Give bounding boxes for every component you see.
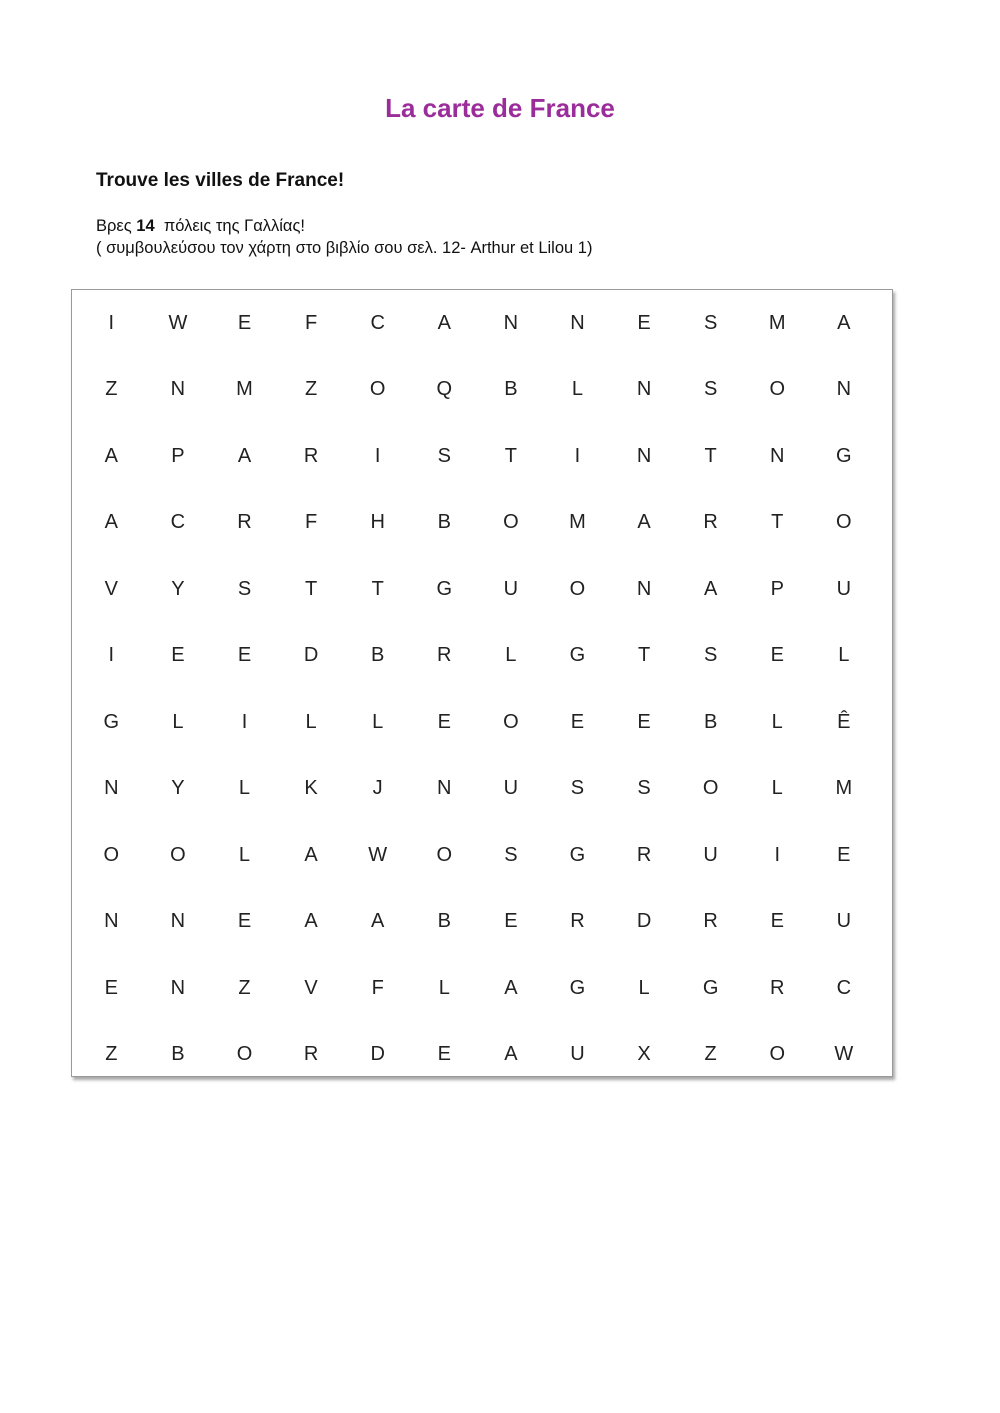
grid-letter[interactable]: L <box>172 710 184 733</box>
grid-letter[interactable]: L <box>838 644 850 667</box>
grid-letter[interactable]: Z <box>704 1043 717 1066</box>
grid-letter[interactable]: G <box>569 644 586 667</box>
instruction-text-after: πόλεις της Γαλλίας! <box>154 217 305 235</box>
grid-letter[interactable]: E <box>570 710 585 733</box>
grid-letter[interactable]: L <box>638 976 650 999</box>
grid-letter[interactable]: R <box>770 976 785 999</box>
page-title: La carte de France <box>385 93 615 123</box>
grid-letter[interactable]: A <box>703 577 718 600</box>
grid-letter[interactable]: E <box>437 1043 451 1066</box>
grid-letter[interactable]: D <box>303 644 319 667</box>
grid-letter[interactable]: L <box>438 976 450 999</box>
grid-letter[interactable]: R <box>237 511 252 534</box>
grid-letter[interactable]: I <box>108 311 115 334</box>
grid-letter[interactable]: N <box>570 311 585 334</box>
grid-letter[interactable]: I <box>241 710 248 733</box>
grid-letter[interactable]: P <box>770 577 784 600</box>
grid-letter[interactable]: Ê <box>837 710 851 733</box>
grid-letter[interactable]: F <box>371 976 384 999</box>
grid-letter[interactable]: N <box>170 976 186 999</box>
grid-letter[interactable]: R <box>303 1043 319 1066</box>
grid-letter[interactable]: N <box>636 577 652 600</box>
grid-letter[interactable]: V <box>304 976 318 999</box>
grid-letter[interactable]: A <box>837 311 851 334</box>
grid-letter[interactable]: T <box>704 444 717 467</box>
grid-letter[interactable]: A <box>104 511 118 534</box>
grid-letter[interactable]: Y <box>171 777 185 800</box>
grid-letter[interactable]: I <box>574 444 581 467</box>
grid-letter[interactable]: U <box>503 777 519 800</box>
grid-letter[interactable]: R <box>437 644 452 667</box>
grid-letter[interactable]: M <box>569 511 586 534</box>
grid-letter[interactable]: G <box>702 976 719 999</box>
grid-letter[interactable]: R <box>703 910 718 933</box>
grid-letter[interactable]: G <box>836 444 852 467</box>
grid-letter[interactable]: B <box>171 1043 185 1066</box>
instruction-text-before: Βρες <box>96 217 137 235</box>
grid-letter[interactable]: E <box>237 644 252 667</box>
grid-letter[interactable]: R <box>570 910 585 933</box>
grid-letter[interactable]: N <box>170 378 186 401</box>
grid-letter[interactable]: L <box>771 710 783 733</box>
grid-letter[interactable]: B <box>371 644 385 667</box>
grid-letter[interactable]: N <box>170 910 186 933</box>
grid-letter[interactable]: O <box>436 843 453 866</box>
grid-letter[interactable]: N <box>437 777 452 800</box>
grid-letter[interactable]: G <box>436 577 453 600</box>
grid-letter[interactable]: T <box>304 577 318 600</box>
grid-letter[interactable]: E <box>237 311 252 334</box>
grid-letter[interactable]: U <box>570 1043 585 1066</box>
grid-letter[interactable]: O <box>769 378 786 401</box>
grid-letter[interactable]: S <box>437 444 451 467</box>
grid-letter[interactable]: A <box>637 511 651 534</box>
grid-letter[interactable]: S <box>504 843 518 866</box>
grid-letter[interactable]: N <box>104 777 119 800</box>
grid-letter[interactable]: E <box>770 644 784 667</box>
grid-letter[interactable]: E <box>104 976 118 999</box>
grid-letter[interactable]: E <box>504 910 518 933</box>
grid-letter[interactable]: A <box>504 1043 518 1066</box>
grid-letter[interactable]: D <box>370 1043 385 1066</box>
grid-letter[interactable]: E <box>770 910 784 933</box>
grid-letter[interactable]: S <box>570 777 585 800</box>
grid-letter[interactable]: O <box>503 511 519 534</box>
grid-letter[interactable]: A <box>304 910 318 933</box>
grid-letter[interactable]: E <box>237 910 252 933</box>
grid-letter[interactable]: M <box>768 311 786 334</box>
grid-letter[interactable]: F <box>304 511 318 534</box>
grid-letter[interactable]: T <box>504 444 517 467</box>
grid-letter[interactable]: N <box>836 378 852 401</box>
grid-letter[interactable]: E <box>171 644 185 667</box>
grid-letter[interactable]: E <box>637 311 651 334</box>
grid-letter[interactable]: B <box>703 710 718 733</box>
grid-letter[interactable]: A <box>504 976 518 999</box>
grid-letter[interactable]: L <box>238 843 251 866</box>
grid-letter[interactable]: R <box>703 511 718 534</box>
grid-letter[interactable]: B <box>437 511 451 534</box>
grid-letter[interactable]: O <box>769 1043 786 1066</box>
grid-letter[interactable]: I <box>774 843 781 866</box>
grid-letter[interactable]: Z <box>238 976 251 999</box>
grid-letter[interactable]: W <box>834 1043 854 1066</box>
grid-letter[interactable]: Z <box>304 378 318 401</box>
grid-letter[interactable]: U <box>503 577 519 600</box>
grid-letter[interactable]: O <box>369 378 386 401</box>
grid-letter[interactable]: O <box>503 710 519 733</box>
grid-letter[interactable]: L <box>771 777 783 800</box>
grid-letter[interactable]: T <box>371 577 384 600</box>
grid-letter[interactable]: A <box>304 843 318 866</box>
grid-letter[interactable]: A <box>371 910 385 933</box>
grid-letter[interactable]: G <box>569 843 586 866</box>
city-count: 14 <box>136 217 155 235</box>
word-search-grid <box>78 290 878 1088</box>
grid-letter[interactable]: S <box>703 378 718 401</box>
grid-letter[interactable]: L <box>238 777 251 800</box>
grid-letter[interactable]: Y <box>171 577 185 600</box>
grid-letter[interactable]: G <box>103 710 120 733</box>
grid-letter[interactable]: U <box>836 577 852 600</box>
subtitle: Trouve les villes de France! <box>96 170 345 191</box>
grid-letter[interactable]: O <box>170 843 186 866</box>
grid-letter[interactable]: C <box>370 311 385 334</box>
grid-letter[interactable]: Z <box>105 378 118 401</box>
grid-letter[interactable]: L <box>505 644 517 667</box>
grid-letter[interactable]: C <box>836 976 852 999</box>
grid-letter[interactable]: L <box>571 378 584 401</box>
grid-letter[interactable]: E <box>637 710 651 733</box>
grid-letter[interactable]: T <box>771 511 784 534</box>
grid-letter[interactable]: K <box>304 777 318 800</box>
grid-letter[interactable]: L <box>305 710 317 733</box>
grid-letter[interactable]: Q <box>436 378 453 401</box>
grid-letter[interactable]: S <box>237 577 252 600</box>
grid-letter[interactable]: C <box>170 511 186 534</box>
grid-letter[interactable]: J <box>372 777 383 800</box>
instruction-line-2: ( συμβουλεύσου τον χάρτη στο βιβλίο σου σελ. 12- Arthur et Lilou 1) <box>96 239 593 257</box>
grid-letter[interactable]: N <box>770 444 785 467</box>
grid-letter[interactable]: L <box>372 710 384 733</box>
instructions <box>96 215 592 259</box>
grid-letter[interactable]: O <box>702 777 719 800</box>
grid-letter[interactable]: O <box>236 1043 253 1066</box>
grid-letter[interactable]: M <box>236 378 253 401</box>
grid-letter[interactable]: A <box>104 444 118 467</box>
grid-letter[interactable]: U <box>836 910 852 933</box>
grid-letter[interactable]: R <box>636 843 652 866</box>
grid-letter[interactable]: A <box>237 444 252 467</box>
grid-letter[interactable]: U <box>703 843 718 866</box>
grid-letter[interactable]: W <box>168 311 188 334</box>
grid-letter[interactable]: S <box>703 644 718 667</box>
grid-letter[interactable]: T <box>637 644 651 667</box>
grid-letter[interactable]: E <box>437 710 451 733</box>
grid-letter[interactable]: N <box>636 444 652 467</box>
grid-letter[interactable]: A <box>437 311 451 334</box>
grid-letter[interactable]: B <box>437 910 451 933</box>
grid-letter[interactable]: F <box>304 311 318 334</box>
grid-letter[interactable]: N <box>104 910 119 933</box>
grid-letter[interactable]: X <box>637 1043 651 1066</box>
grid-letter[interactable]: N <box>636 378 652 401</box>
grid-letter[interactable]: B <box>504 378 518 401</box>
grid-letter[interactable]: N <box>503 311 519 334</box>
grid-letter[interactable]: P <box>171 444 185 467</box>
grid-letter[interactable]: I <box>374 444 381 467</box>
grid-letter[interactable]: H <box>370 511 385 534</box>
grid-letter[interactable]: Z <box>105 1043 118 1066</box>
grid-letter[interactable]: O <box>569 577 586 600</box>
instruction-line-1 <box>96 215 592 237</box>
word-search-frame <box>71 289 893 1077</box>
grid-letter[interactable]: G <box>569 976 586 999</box>
grid-letter[interactable]: V <box>104 577 118 600</box>
grid-letter[interactable]: S <box>637 777 651 800</box>
grid-letter[interactable]: E <box>837 843 851 866</box>
grid-letter[interactable]: R <box>303 444 319 467</box>
grid-letter[interactable]: O <box>103 843 120 866</box>
grid-letter[interactable]: W <box>368 843 388 866</box>
grid-letter[interactable]: S <box>703 311 718 334</box>
grid-letter[interactable]: O <box>836 511 852 534</box>
grid-letter[interactable]: I <box>108 644 115 667</box>
grid-letter[interactable]: D <box>636 910 652 933</box>
grid-letter[interactable]: M <box>835 777 853 800</box>
